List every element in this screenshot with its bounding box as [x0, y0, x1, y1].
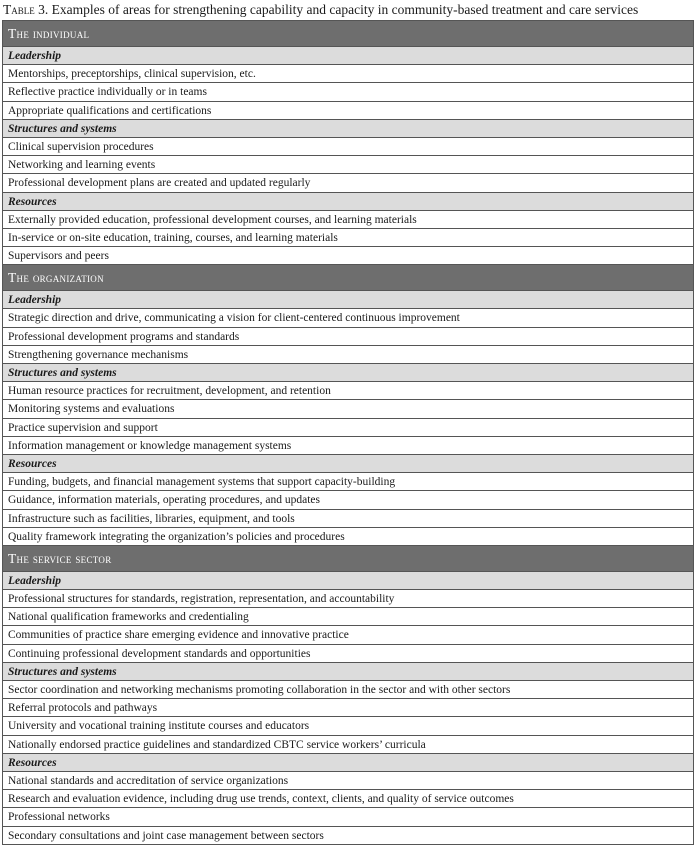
table-caption — [3, 2, 638, 18]
table-row: Professional networks — [3, 808, 693, 826]
table-caption-text: Examples of areas for strengthening capability and capacity in community-based treatment and care services — [48, 2, 639, 17]
table-caption-label: Table 3. — [3, 2, 49, 17]
table-row: University and vocational training institute courses and educators — [3, 717, 693, 735]
table-row: Communities of practice share emerging evidence and innovative practice — [3, 626, 693, 644]
subsection-header: Structures and systems — [3, 120, 693, 138]
table-row: Monitoring systems and evaluations — [3, 400, 693, 418]
subsection-header: Leadership — [3, 572, 693, 590]
table-row: Continuing professional development standards and opportunities — [3, 645, 693, 663]
subsection-header: Resources — [3, 754, 693, 772]
table-row: Appropriate qualifications and certifications — [3, 102, 693, 120]
table-row: Nationally endorsed practice guidelines and standardized CBTC service workers’ curricula — [3, 736, 693, 754]
table-row: Referral protocols and pathways — [3, 699, 693, 717]
table-row: Sector coordination and networking mechanisms promoting collaboration in the sector and with other sectors — [3, 681, 693, 699]
table-row: Information management or knowledge management systems — [3, 437, 693, 455]
table-row: Reflective practice individually or in teams — [3, 83, 693, 101]
table-row: Professional structures for standards, registration, representation, and accountability — [3, 590, 693, 608]
table-row: Guidance, information materials, operating procedures, and updates — [3, 491, 693, 509]
table-row: In-service or on-site education, training, courses, and learning materials — [3, 229, 693, 247]
table-row: Research and evaluation evidence, including drug use trends, context, clients, and quality of service outcomes — [3, 790, 693, 808]
table-row: Strengthening governance mechanisms — [3, 346, 693, 364]
subsection-header: Structures and systems — [3, 364, 693, 382]
subsection-header: Resources — [3, 455, 693, 473]
table-row: Secondary consultations and joint case management between sectors — [3, 827, 693, 845]
table-row: Networking and learning events — [3, 156, 693, 174]
table-row: Mentorships, preceptorships, clinical supervision, etc. — [3, 65, 693, 83]
table-row: Funding, budgets, and financial management systems that support capacity-building — [3, 473, 693, 491]
table-row: Professional development plans are created and updated regularly — [3, 174, 693, 192]
subsection-header: Resources — [3, 193, 693, 211]
subsection-header: Leadership — [3, 47, 693, 65]
table-row: Supervisors and peers — [3, 247, 693, 265]
section-header: The organization — [3, 265, 693, 291]
table-row: Quality framework integrating the organization’s policies and procedures — [3, 528, 693, 546]
section-header: The individual — [3, 21, 693, 47]
capacity-table — [2, 20, 694, 845]
table-row: Clinical supervision procedures — [3, 138, 693, 156]
table-row: Professional development programs and standards — [3, 328, 693, 346]
subsection-header: Structures and systems — [3, 663, 693, 681]
table-row: Strategic direction and drive, communicating a vision for client-centered continuous improvement — [3, 309, 693, 327]
table-row: National qualification frameworks and credentialing — [3, 608, 693, 626]
section-header: The service sector — [3, 546, 693, 572]
table-row: Human resource practices for recruitment, development, and retention — [3, 382, 693, 400]
subsection-header: Leadership — [3, 291, 693, 309]
table-row: Practice supervision and support — [3, 419, 693, 437]
table-row: National standards and accreditation of service organizations — [3, 772, 693, 790]
table-row: Externally provided education, professional development courses, and learning materials — [3, 211, 693, 229]
table-row: Infrastructure such as facilities, libraries, equipment, and tools — [3, 510, 693, 528]
